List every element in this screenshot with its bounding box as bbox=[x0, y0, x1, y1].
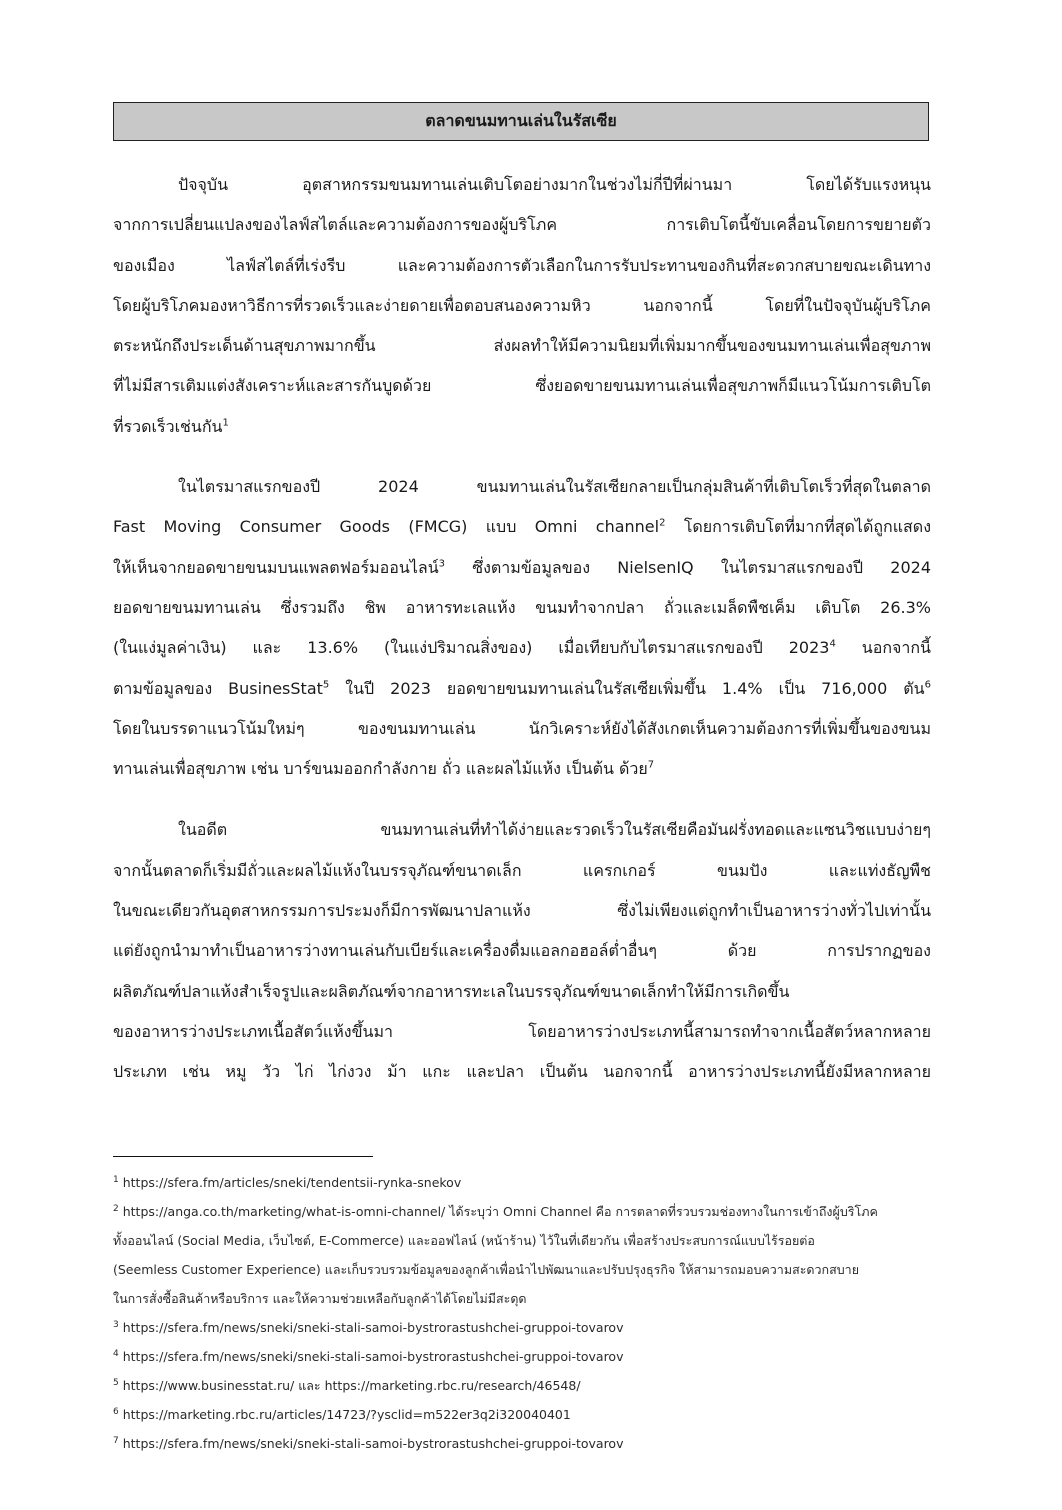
paragraph-line: ที่ไม่มีสารเติมแต่งสังเคราะห์และสารกันบูดด้วย ซึ่งยอดขายขนมทานเล่นเพื่อสุขภาพก็มีแนวโน้มการเติบโต bbox=[113, 376, 931, 396]
footnote-separator bbox=[113, 1156, 373, 1157]
paragraph-line: ในอดีต ขนมทานเล่นที่ทำได้ง่ายและรวดเร็วในรัสเซียคือมันฝรั่งทอดและแซนวิชแบบง่ายๆ bbox=[178, 820, 931, 840]
paragraph-line: จากการเปลี่ยนแปลงของไลฟ์สไตล์และความต้องการของผู้บริโภค การเติบโตนี้ขับเคลื่อนโดยการขยายตัว bbox=[113, 215, 931, 235]
paragraph-line: โดยในบรรดาแนวโน้มใหม่ๆ ของขนมทานเล่น นักวิเคราะห์ยังได้สังเกตเห็นความต้องการที่เพิ่มขึ้นของขนม bbox=[113, 718, 931, 738]
paragraph-line-text: Fast Moving Consumer Goods (FMCG) แบบ Omni channel bbox=[113, 517, 660, 537]
footnote-ref[interactable]: 3 bbox=[438, 558, 445, 570]
paragraph-line: ยอดขายขนมทานเล่น ซึ่งรวมถึง ชิพ อาหารทะเลแห้ง ขนมทำจากปลา ถั่วและเมล็ดพืชเค็ม เติบโต 26.3% bbox=[113, 597, 931, 617]
paragraph-line-text: ซึ่งตามข้อมูลของ NielsenIQ ในไตรมาสแรกของปี 2024 bbox=[445, 557, 931, 577]
footnote-item bbox=[113, 1371, 931, 1400]
footnote-text[interactable]: https://marketing.rbc.ru/articles/14723/?ysclid=m522er3q2i320040401 bbox=[122, 1407, 571, 1422]
footnote-continuation: (Seemless Customer Experience) และเก็บรวบรวมข้อมูลของลูกค้าเพื่อนำไปพัฒนาและปรับปรุงธุรกิจ ให้สามารถมอบความสะดวกสบาย bbox=[113, 1262, 860, 1277]
footnote-number: 7 bbox=[113, 1435, 119, 1446]
paragraph-line: ผลิตภัณฑ์ปลาแห้งสำเร็จรูปและผลิตภัณฑ์จากอาหารทะเลในบรรจุภัณฑ์ขนาดเล็กทำให้มีการเกิดขึ้น bbox=[113, 981, 790, 1001]
footnote-item bbox=[113, 1400, 931, 1429]
footnote-ref[interactable]: 5 bbox=[322, 679, 330, 691]
paragraph-line-text: ในปี 2023 ยอดขายขนมทานเล่นในรัสเซียเพิ่มขึ้น 1.4% เป็น 716,000 ตัน bbox=[329, 678, 925, 698]
paragraph-line bbox=[113, 669, 931, 709]
paragraph-line-text: โดยการเติบโตที่มากที่สุดได้ถูกแสดง bbox=[665, 517, 931, 537]
footnote-number: 3 bbox=[113, 1319, 119, 1330]
paragraph-3 bbox=[113, 810, 931, 1092]
paragraph-line: แต่ยังถูกนำมาทำเป็นอาหารว่างทานเล่นกับเบียร์และเครื่องดื่มแอลกอฮอล์ต่ำอื่นๆ ด้วย การปรากฏของ bbox=[113, 941, 931, 961]
paragraph-2 bbox=[113, 467, 931, 789]
footnote-ref[interactable]: 6 bbox=[924, 679, 931, 691]
paragraph-line: ของเมือง ไลฟ์สไตล์ที่เร่งรีบ และความต้องการตัวเลือกในการรับประทานของกินที่สะดวกสบายขณะเดินทาง bbox=[113, 255, 931, 275]
footnote-number: 4 bbox=[113, 1348, 119, 1359]
paragraph-line bbox=[113, 407, 931, 447]
footnote-item bbox=[113, 1429, 931, 1458]
paragraph-line: ปัจจุบัน อุตสาหกรรมขนมทานเล่นเติบโตอย่างมากในช่วงไม่กี่ปีที่ผ่านมา โดยได้รับแรงหนุน bbox=[178, 175, 931, 194]
footnote-item bbox=[113, 1168, 931, 1197]
document-title: ตลาดขนมทานเล่นในรัสเซีย bbox=[425, 111, 617, 130]
paragraph-line bbox=[113, 749, 931, 789]
paragraph-line: ประเภท เช่น หมู วัว ไก่ ไก่งวง ม้า แกะ และปลา เป็นต้น นอกจากนี้ อาหารว่างประเภทนี้ยังมีหลากหลาย bbox=[113, 1062, 931, 1082]
paragraph-line-text: ที่รวดเร็วเช่นกัน bbox=[113, 416, 223, 436]
footnote-number: 6 bbox=[113, 1406, 119, 1417]
footnote-ref[interactable]: 7 bbox=[647, 759, 655, 771]
footnote-text[interactable]: https://www.businesstat.ru/ และ https://marketing.rbc.ru/research/46548/ bbox=[122, 1378, 581, 1393]
footnote-ref[interactable]: 2 bbox=[659, 518, 666, 530]
paragraph-line: ในขณะเดียวกันอุตสาหกรรมการประมงก็มีการพัฒนาปลาแห้ง ซึ่งไม่เพียงแต่ถูกทำเป็นอาหารว่างทั่วไปเท่านั้น bbox=[113, 901, 931, 921]
paragraph-line: ของอาหารว่างประเภทเนื้อสัตว์แห้งขึ้นมา โดยอาหารว่างประเภทนี้สามารถทำจากเนื้อสัตว์หลากหลาย bbox=[113, 1021, 931, 1041]
paragraph-line: โดยผู้บริโภคมองหาวิธีการที่รวดเร็วและง่ายดายเพื่อตอบสนองความหิว นอกจากนี้ โดยที่ในปัจจุบันผู้บริโภค bbox=[113, 295, 931, 315]
footnote-text[interactable]: https://sfera.fm/news/sneki/sneki-stali-samoi-bystrorastushchei-gruppoi-tovarov bbox=[122, 1349, 624, 1364]
footnote-ref[interactable]: 1 bbox=[222, 417, 229, 429]
footnote-continuation: ในการสั่งซื้อสินค้าหรือบริการ และให้ความช่วยเหลือกับลูกค้าได้โดยไม่มีสะดุด bbox=[113, 1291, 527, 1306]
footnote-continuation: ทั้งออนไลน์ (Social Media, เว็บไซต์, E-Commerce) และออฟไลน์ (หน้าร้าน) ไว้ในที่เดียวกัน เพื่อสร้างประสบการณ์แบบไร้รอยต่อ bbox=[113, 1233, 815, 1248]
paragraph-line bbox=[113, 628, 931, 668]
paragraph-line-text: ให้เห็นจากยอดขายขนมบนแพลตฟอร์มออนไลน์ bbox=[113, 557, 439, 577]
footnote-text[interactable]: https://sfera.fm/news/sneki/sneki-stali-samoi-bystrorastushchei-gruppoi-tovarov bbox=[122, 1320, 624, 1335]
footnote-number: 1 bbox=[113, 1174, 119, 1185]
footnote-text[interactable]: https://sfera.fm/news/sneki/sneki-stali-samoi-bystrorastushchei-gruppoi-tovarov bbox=[122, 1436, 624, 1451]
footnote-item bbox=[113, 1342, 931, 1371]
footnote-text[interactable]: https://anga.co.th/marketing/what-is-omni-channel/ ได้ระบุว่า Omni Channel คือ การตลาดที่รวบรวมช่องทางในการเข้าถึงผู้บริโภค bbox=[122, 1204, 878, 1219]
footnote-number: 5 bbox=[113, 1377, 119, 1388]
paragraph-line: ในไตรมาสแรกของปี 2024 ขนมทานเล่นในรัสเซียกลายเป็นกลุ่มสินค้าที่เติบโตเร็วที่สุดในตลาด bbox=[178, 477, 931, 497]
paragraph-line-text: (ในแง่มูลค่าเงิน) และ 13.6% (ในแง่ปริมาณสิ่งของ) เมื่อเทียบกับไตรมาสแรกของปี 2023 bbox=[113, 638, 830, 658]
document-page bbox=[113, 102, 931, 1093]
paragraph-line-text: ตามข้อมูลของ BusinesStat bbox=[113, 678, 323, 698]
document-title-box bbox=[113, 102, 929, 141]
paragraph-1 bbox=[113, 165, 931, 447]
footnote-item bbox=[113, 1313, 931, 1342]
paragraph-line: จากนั้นตลาดก็เริ่มมีถั่วและผลไม้แห้งในบรรจุภัณฑ์ขนาดเล็ก แครกเกอร์ ขนมปัง และแท่งธัญพืช bbox=[113, 860, 931, 880]
footnote-ref[interactable]: 4 bbox=[829, 638, 836, 650]
footnote-text[interactable]: https://sfera.fm/articles/sneki/tendentsii-rynka-snekov bbox=[122, 1175, 462, 1190]
footnote-item bbox=[113, 1197, 931, 1226]
paragraph-line bbox=[113, 548, 931, 588]
paragraph-line: ตระหนักถึงประเด็นด้านสุขภาพมากขึ้น ส่งผลทำให้มีความนิยมที่เพิ่มมากขึ้นของขนมทานเล่นเพื่อสุขภาพ bbox=[113, 336, 931, 356]
footnotes bbox=[113, 1168, 931, 1458]
paragraph-line-text: ทานเล่นเพื่อสุขภาพ เช่น บาร์ขนมออกกำลังกาย ถั่ว และผลไม้แห้ง เป็นต้น ด้วย bbox=[113, 759, 648, 779]
footnote-number: 2 bbox=[113, 1203, 119, 1214]
paragraph-line-text: นอกจากนี้ bbox=[835, 638, 931, 658]
paragraph-line bbox=[113, 507, 931, 547]
